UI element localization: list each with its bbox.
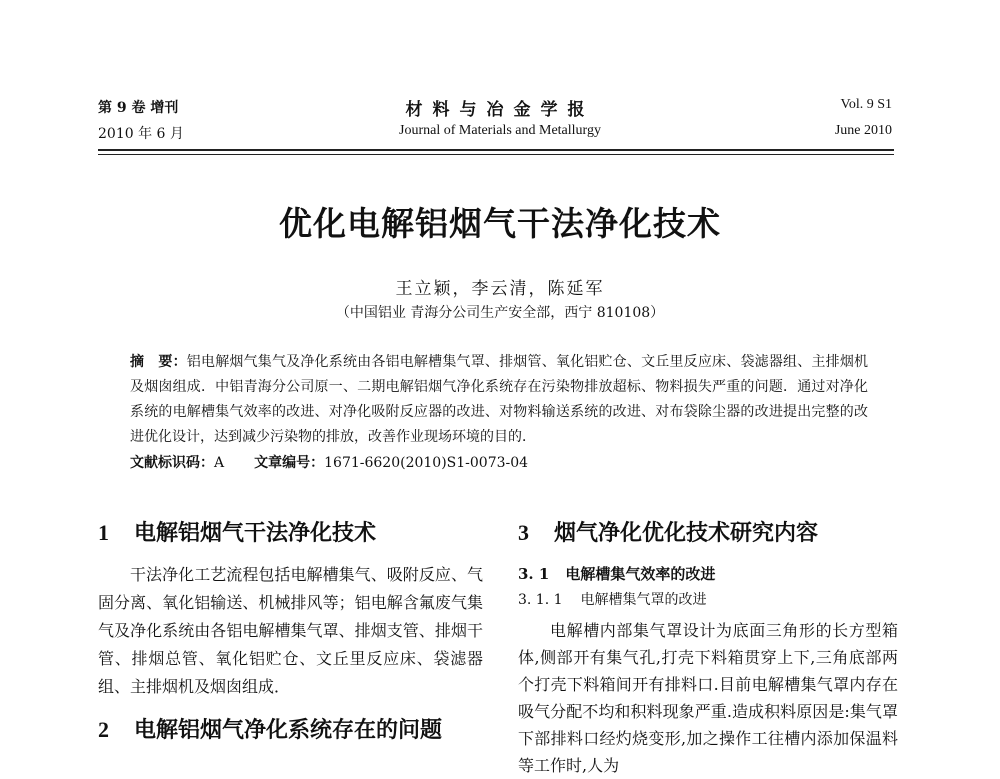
journal-date: 2010 年 6 月 [98,126,184,142]
left-column [98,518,483,758]
abstract-label: 摘 要： [130,354,187,370]
section-1-heading [98,518,483,549]
section-3-1-heading [518,563,898,585]
section-2-heading [98,715,483,746]
section-2-title: 电解铝烟气净化系统存在的问题 [134,718,443,743]
article-authors: 王立颖，李云清，陈延军 [395,279,605,299]
header-rule-thin [98,154,894,155]
section-2-number: 2 [98,717,109,742]
abstract [130,350,868,450]
section-1-title: 电解铝烟气干法净化技术 [134,521,377,546]
section-3-1-title: 电解槽集气效率的改进 [565,565,716,583]
abstract-text: 铝电解烟气集气及净化系统由各铝电解槽集气罩、排烟管、氧化铝贮仓、文丘里反应床、袋滤器组、主排烟机及烟囱组成．中铝青海分公司原一、二期电解铝烟气净化系统存在污染物排放超标、物料损失严重的问题．通过对净化系统的电解槽集气效率的改进、对净化吸附反应器的改进、对物料输送系统的改进、对布袋除尘器的改进提出完整的改进优化设计，达到减少污染物的排放，改善作业现场环境的目的． [130,354,869,445]
journal-date-en: June 2010 [834,123,892,138]
section-1-paragraph: 干法净化工艺流程包括电解槽集气、吸附反应、气固分离、氧化铝输送、机械排风等；铝电解含氟废气集气及净化系统由各铝电解槽集气罩、排烟支管、排烟干管、排烟总管、氧化铝贮仓、文丘里反应床、袋滤器组、主排烟机及烟囱组成． [98,565,483,696]
right-column [518,518,898,779]
journal-name-en: Journal of Materials and Metallurgy [399,123,601,138]
section-3-1-1-heading [518,589,898,611]
header-rule-thick [98,149,894,151]
section-3-1-1-number: 3. 1. 1 [518,592,563,608]
doc-code-label: 文献标识码： [130,455,214,471]
article-no-label: 文章编号： [254,455,325,471]
section-1-number: 1 [98,520,109,545]
section-3-1-1-paragraph: 电解槽内部集气罩设计为底面三角形的长方型箱体,侧部开有集气孔,打壳下料箱贯穿上下,三角底部两个打壳下料箱间开有排料口.目前电解槽集气罩内存在吸气分配不均和积料现象严重.造成积料原因是:集气罩下部排料口经灼烧变形,加之操作工往槽内添加保温料等工作时,人为 [518,621,898,775]
journal-volume: 第 9 卷 增刊 [98,100,179,116]
article-no: 1671-6620(2010)S1-0073-04 [324,455,529,471]
article-title: 优化电解铝烟气干法净化技术 [279,204,721,243]
doc-code: A [214,455,225,471]
section-3-title: 烟气净化优化技术研究内容 [554,521,819,546]
section-3-1-number: 3. 1 [518,565,550,583]
article-affiliation: （中国铝业 青海分公司生产安全部，西宁 810108） [335,305,665,321]
journal-name-cn: 材料与冶金学报 [405,100,595,120]
section-3-number: 3 [518,520,529,545]
journal-volume-en: Vol. 9 S1 [840,97,892,112]
section-3-1-1-title: 电解槽集气罩的改进 [580,592,707,608]
section-3-heading [518,518,898,549]
doc-code-line [130,452,528,472]
